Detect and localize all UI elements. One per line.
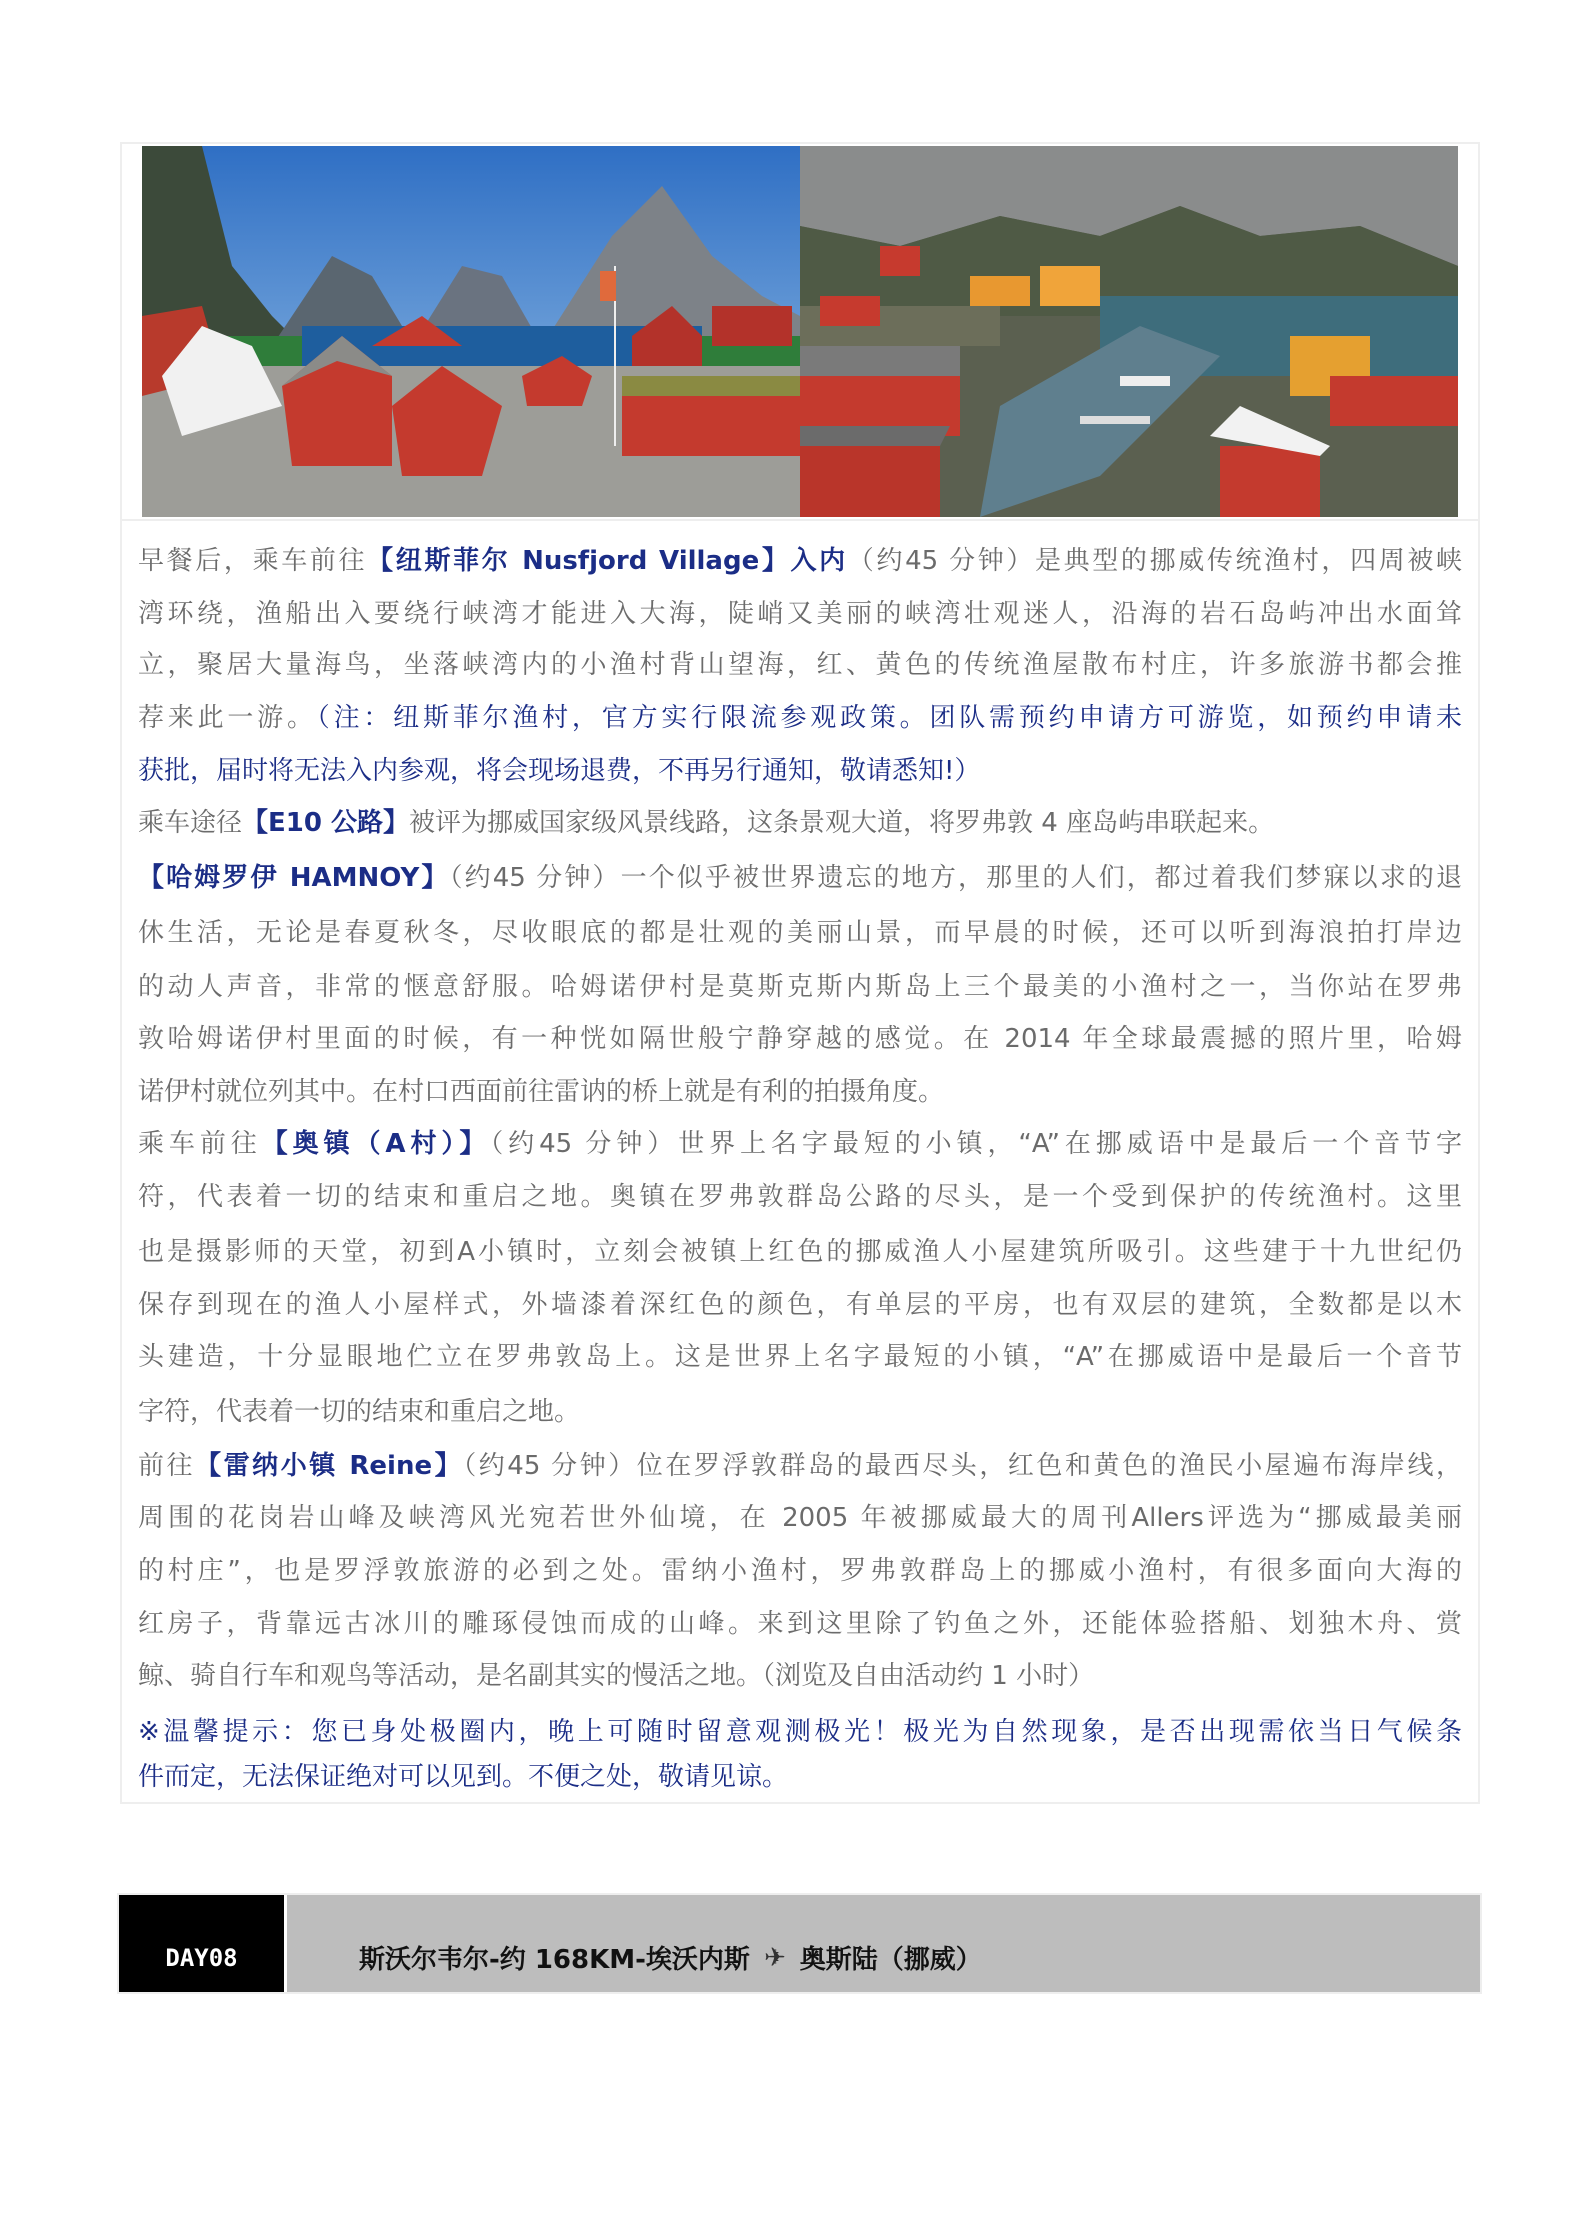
nusfjord-line-3: 立，聚居大量海鸟，坐落峡湾内的小渔村背山望海，红、黄色的传统渔屋散布村庄，许多旅游书都会推 (138, 650, 1462, 680)
photo-divider (120, 519, 1480, 521)
nusfjord-line-2: 湾环绕，渔船出入要绕行峡湾才能进入大海，陡峭又美丽的峡湾壮观迷人，沿海的岩石岛屿冲出水面耸 (138, 599, 1462, 629)
reine-line-1: 前往【雷纳小镇 Reine】（约45 分钟）位在罗浮敦群岛的最西尽头，红色和黄色的渔民小屋遍布海岸线， (138, 1451, 1462, 1481)
hamnoy-line-5: 诺伊村就位列其中。在村口西面前往雷讷的桥上就是有利的拍摄角度。 (138, 1077, 945, 1107)
hamnoy-line-3: 的动人声音，非常的惬意舒服。哈姆诺伊村是莫斯克斯内斯岛上三个最美的小渔村之一，当你站在罗弗 (138, 972, 1462, 1002)
nusfjord-line-1: 早餐后，乘车前往【纽斯菲尔 Nusfjord Village】入内（约45 分钟）是典型的挪威传统渔村，四周被峡 (138, 546, 1462, 576)
nusfjord-line-4: 荐来此一游。（注：纽斯菲尔渔村，官方实行限流参观政策。团队需预约申请方可游览，如预约申请未 (138, 703, 1462, 733)
aurora-tip-line-2: 件而定，无法保证绝对可以见到。不便之处，敬请见谅。 (138, 1762, 789, 1792)
a-village-line-5: 头建造，十分显眼地伫立在罗弗敦岛上。这是世界上名字最短的小镇，“A”在挪威语中是最后一个音节 (138, 1342, 1462, 1372)
route-origin: 斯沃尔韦尔-约 168KM-埃沃内斯 (359, 1945, 750, 1975)
a-village-line-6: 字符，代表着一切的结束和重启之地。 (138, 1397, 581, 1427)
hamnoy-title: 【哈姆罗伊 HAMNOY】 (138, 863, 450, 893)
a-village-line-4: 保存到现在的渔人小屋样式，外墙漆着深红色的颜色，有单层的平房，也有双层的建筑，全数都是以木 (138, 1290, 1462, 1320)
reine-line-2: 周围的花岗岩山峰及峡湾风光宛若世外仙境，在 2005 年被挪威最大的周刊Allers评选为“挪威最美丽 (138, 1503, 1462, 1533)
hamnoy-line-1: 【哈姆罗伊 HAMNOY】（约45 分钟）一个似乎被世界遗忘的地方，那里的人们，都过着我们梦寐以求的退 (138, 863, 1462, 893)
reine-line-3: 的村庄”，也是罗浮敦旅游的必到之处。雷纳小渔村，罗弗敦群岛上的挪威小渔村，有很多面向大海的 (138, 1556, 1462, 1586)
a-village-line-1: 乘车前往【奥镇（A村）】（约45 分钟）世界上名字最短的小镇，“A”在挪威语中是最后一个音节字 (138, 1129, 1462, 1159)
nusfjord-notice: （注：纽斯菲尔渔村，官方实行限流参观政策。团队需预约申请方可游览，如预约申请未 (316, 703, 1462, 733)
e10-title: 【E10 公路】 (242, 808, 410, 838)
hamnoy-line-4: 敦哈姆诺伊村里面的时候，有一种恍如隔世般宁静穿越的感觉。在 2014 年全球最震撼的照片里，哈姆 (138, 1024, 1462, 1054)
hamnoy-line-2: 休生活，无论是春夏秋冬，尽收眼底的都是壮观的美丽山景，而早晨的时候，还可以听到海浪拍打岸边 (138, 918, 1462, 948)
landscape-photo-icon (142, 146, 800, 517)
a-village-line-3: 也是摄影师的天堂，初到A小镇时，立刻会被镇上红色的挪威渔人小屋建筑所吸引。这些建于十九世纪仍 (138, 1237, 1462, 1267)
airplane-icon: ✈ (763, 1942, 786, 1973)
route-destination: 奥斯陆（挪威） (799, 1945, 982, 1975)
reine-line-4: 红房子，背靠远古冰川的雕琢侵蚀而成的山峰。来到这里除了钓鱼之外，还能体验搭船、划独木舟、赏 (138, 1609, 1462, 1639)
landscape-photo-icon (800, 146, 1458, 517)
nusfjord-notice-line-2: 获批，届时将无法入内参观，将会现场退费，不再另行通知，敬请悉知!） (138, 756, 981, 786)
photo-nusfjord-harbor (800, 146, 1458, 517)
a-village-title: 【奥镇（A村）】 (261, 1129, 491, 1159)
reine-line-5: 鲸、骑自行车和观鸟等活动，是名副其实的慢活之地。（浏览及自由活动约 1 小时） (138, 1661, 1095, 1691)
reine-title: 【雷纳小镇 Reine】 (195, 1451, 464, 1481)
photo-reine-village (142, 146, 800, 517)
e10-line: 乘车途径【E10 公路】被评为挪威国家级风景线路，这条景观大道，将罗弗敦 4 座岛屿串联起来。 (138, 808, 1275, 838)
nusfjord-title: 【纽斯菲尔 Nusfjord Village】入内 (367, 546, 848, 576)
aurora-tip-line-1: ※温馨提示：您已身处极圈内，晚上可随时留意观测极光！极光为自然现象，是否出现需依当日气候条 (138, 1717, 1462, 1747)
day-label: DAY08 (119, 1895, 284, 1992)
a-village-line-2: 符，代表着一切的结束和重启之地。奥镇在罗弗敦群岛公路的尽头，是一个受到保护的传统渔村。这里 (138, 1182, 1462, 1212)
day-route-title (287, 1895, 1480, 1992)
